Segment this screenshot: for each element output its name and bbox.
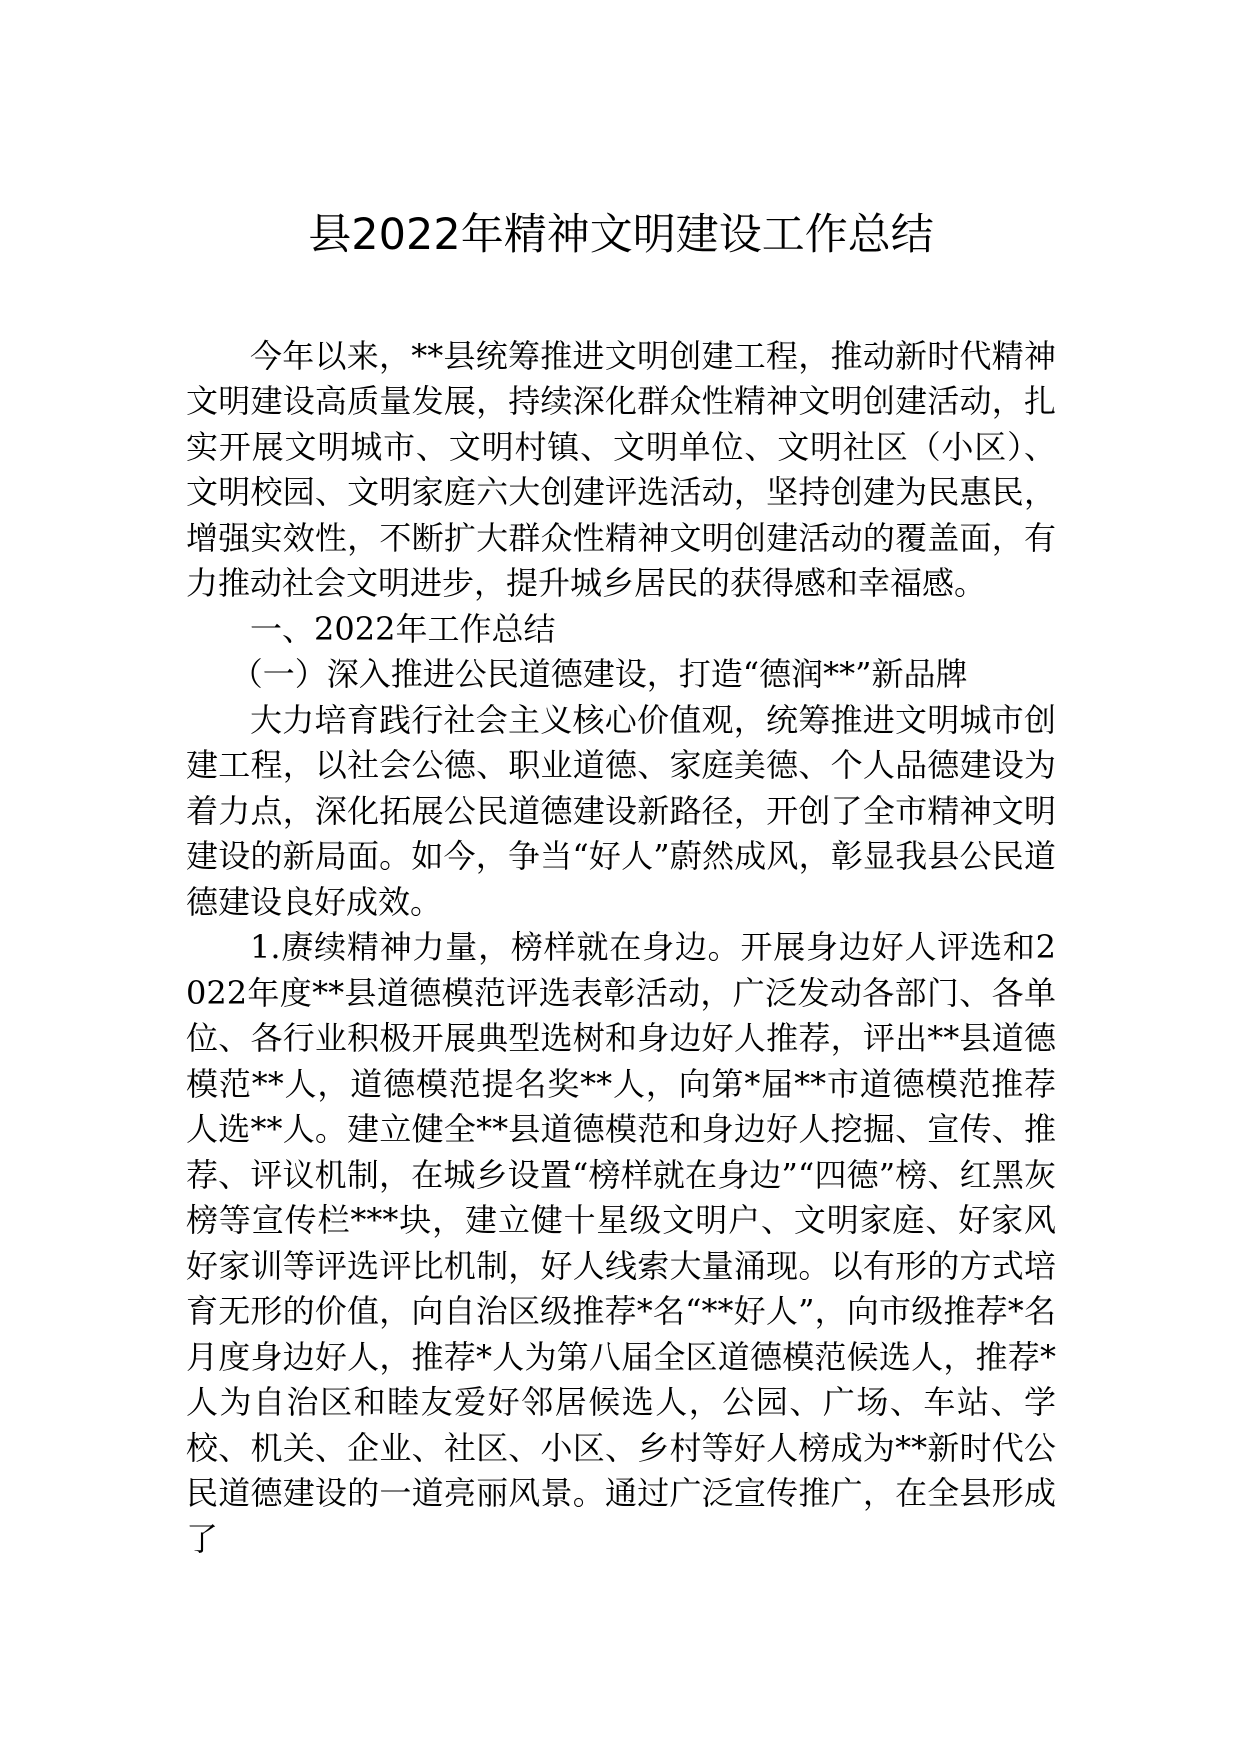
item-1-paragraph: 1.赓续精神力量，榜样就在身边。开展身边好人评选和2022年度**县道德模范评选表彰活动，广泛发动各部门、各单位、各行业积极开展典型选树和身边好人推荐，评出**县道德模范**人，道德模范提名奖**人，向第*届**市道德模范推荐人选**人。建立健全**县道德模范和身边好人挖掘、宣传、推荐、评议机制，在城乡设置“榜样就在身边”“四德”榜、红黑灰榜等宣传栏***块，建立健十星级文明户、文明家庭、好家风好家训等评选评比机制，好人线索大量涌现。以有形的方式培育无形的价值，向自治区级推荐*名“**好人”，向市级推荐*名月度身边好人，推荐*人为第八届全区道德模范候选人，推荐*人为自治区和睦友爱好邻居候选人，公园、广场、车站、学校、机关、企业、社区、小区、乡村等好人榜成为**新时代公民道德建设的一道亮丽风景。通过广泛宣传推广，在全县形成了 xyxy=(186,928,1056,1558)
section-heading: 一、2022年工作总结 xyxy=(250,609,556,648)
subsection-intro-paragraph: 大力培育践行社会主义核心价值观，统筹推进文明城市创建工程，以社会公德、职业道德、家庭美德、个人品德建设为着力点，深化拓展公民道德建设新路径，开创了全市精神文明建设的新局面。如今，争当“好人”蔚然成风，彰显我县公民道德建设良好成效。 xyxy=(186,700,1056,921)
subsection-heading: （一）深入推进公民道德建设，打造“德润**”新品牌 xyxy=(230,655,968,694)
document-title: 县2022年精神文明建设工作总结 xyxy=(308,210,934,260)
intro-paragraph: 今年以来，**县统筹推进文明创建工程，推动新时代精神文明建设高质量发展，持续深化群众性精神文明创建活动，扎实开展文明城市、文明村镇、文明单位、文明社区（小区）、文明校园、文明家庭六大创建评选活动，坚持创建为民惠民，增强实效性，不断扩大群众性精神文明创建活动的覆盖面，有力推动社会文明进步，提升城乡居民的获得感和幸福感。 xyxy=(186,336,1056,603)
document-page xyxy=(186,210,1056,1562)
